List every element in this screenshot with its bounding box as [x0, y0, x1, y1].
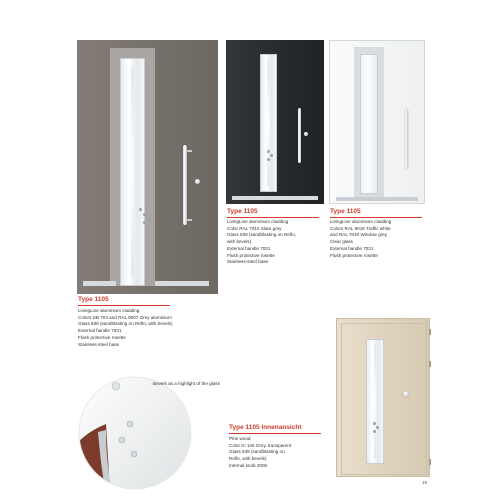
caption-line: LivingLine aluminium cladding — [78, 308, 140, 313]
glass-dot — [270, 154, 273, 157]
door-slate-grey — [226, 40, 324, 204]
caption-line: Glass 839 (sandblasting on — [229, 449, 285, 455]
door-white-glass — [360, 54, 378, 194]
caption-line: Clear glass — [330, 239, 353, 245]
door-white-base-plate — [336, 197, 418, 201]
caption-grey-title: Type 1105 — [78, 296, 109, 303]
caption-inside-rule — [229, 433, 321, 434]
caption-line: Flush protective rosette — [227, 252, 275, 258]
handle-bracket — [187, 219, 192, 221]
page-number: 15 — [422, 480, 428, 485]
door-grey-aluminium — [77, 40, 218, 294]
caption-line: Pine wood — [229, 436, 251, 441]
caption-slate-text — [227, 219, 296, 266]
caption-line: Glass 839 (sandblasting on Reflo, with bevels) — [78, 321, 173, 327]
glass-dot — [267, 150, 270, 153]
door-traffic-white — [329, 40, 425, 204]
glass-dot — [267, 158, 270, 161]
caption-white-title: Type 1105 — [330, 208, 361, 215]
caption-line: Colors DB 703 and RAL 9007 Grey aluminium — [78, 314, 172, 320]
caption-line: with bevels) — [227, 239, 252, 245]
glass-dot — [143, 213, 146, 216]
caption-line: LivingLine aluminium cladding — [330, 219, 392, 224]
caption-line: Internal knob 2005 — [229, 462, 268, 468]
caption-line: Colors RAL 9016 Traffic white — [330, 225, 391, 231]
glass-dot — [373, 422, 376, 425]
door-slate-lock-rosette — [304, 132, 308, 136]
door-pine-internal-knob — [403, 391, 409, 397]
caption-line: Color RAL 7015 Slate grey — [227, 225, 282, 231]
glass-dot — [376, 426, 379, 429]
caption-white-text — [330, 219, 391, 259]
glass-dot — [139, 208, 142, 211]
handle-bracket — [187, 150, 192, 152]
bevel-dot — [112, 382, 120, 390]
bevel-detail-photo — [76, 374, 194, 492]
door-grey-lock-rosette — [195, 179, 200, 184]
door-slate-bar-handle — [298, 108, 301, 163]
caption-line: Glass 839 (sandblasting on Reflo, — [227, 232, 296, 238]
door-pine-hinge — [429, 329, 431, 335]
door-pine-glass — [366, 339, 384, 464]
door-grey-glass — [120, 58, 145, 286]
caption-grey-rule — [78, 305, 170, 306]
door-slate-base-plate — [232, 196, 318, 200]
caption-line: LivingLine aluminium cladding — [227, 219, 289, 224]
door-grey-bar-handle — [183, 145, 187, 225]
caption-white-rule — [330, 217, 422, 218]
door-pine-frame — [341, 323, 427, 475]
bevel-dot — [119, 437, 125, 443]
caption-line: External handle 7031 — [330, 245, 374, 251]
glass-dot — [147, 217, 150, 220]
bevel-dot — [127, 421, 133, 427]
caption-line: Flush protective rosette — [330, 252, 378, 258]
caption-grey-text — [78, 308, 172, 348]
caption-inside-text — [229, 436, 291, 470]
caption-line: and RAL 7040 Window grey — [330, 232, 388, 238]
caption-line: External handle 7031 — [78, 328, 122, 334]
door-pine-interior — [336, 318, 430, 477]
glass-dot — [143, 221, 146, 224]
glass-dot — [373, 430, 376, 433]
caption-line: External handle 7031 — [227, 245, 271, 251]
door-grey-base-plate-right — [155, 281, 209, 286]
door-pine-hinge — [429, 459, 431, 465]
caption-slate-rule — [227, 217, 319, 218]
bevel-dot — [131, 451, 137, 457]
door-pine-hinge — [429, 361, 431, 367]
bevel-note: Bevels as a highlight of the glass — [153, 381, 220, 386]
door-white-bar-handle — [405, 109, 408, 169]
caption-line: Reflo, with bevels) — [229, 456, 267, 462]
caption-line: Color KI 146 Grey, transparent — [229, 442, 292, 448]
caption-line: Stainless-steel base — [227, 259, 269, 265]
door-grey-base-plate-left — [83, 281, 116, 286]
door-slate-glass — [260, 54, 277, 192]
caption-inside-title: Type 1105 Innenansicht — [229, 424, 302, 431]
caption-line: Stainless-steel base — [78, 341, 120, 347]
caption-slate-title: Type 1105 — [227, 208, 258, 215]
caption-line: Flush protective rosette — [78, 334, 126, 340]
